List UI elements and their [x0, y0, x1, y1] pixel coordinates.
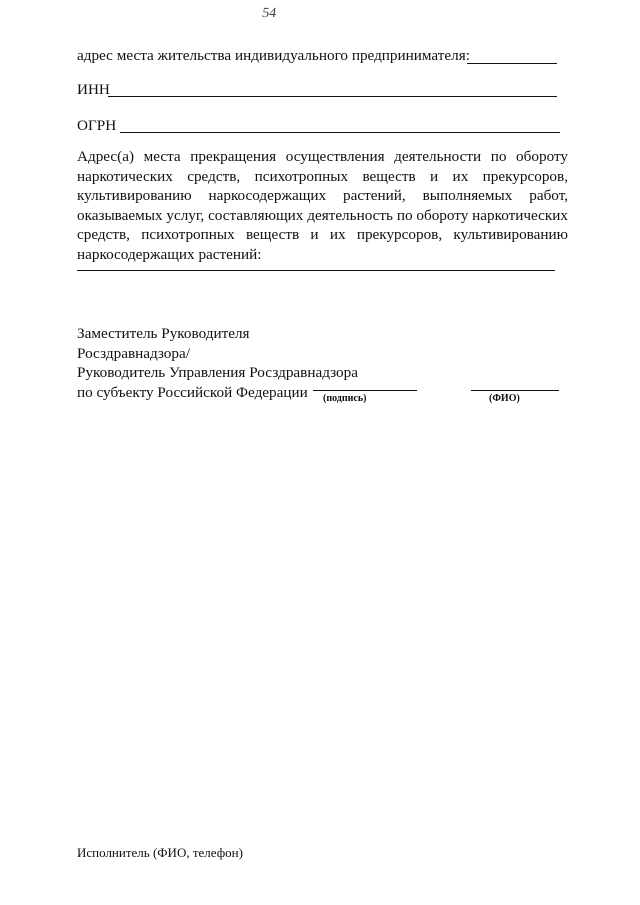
ogrn-blank-line: [120, 132, 560, 133]
page-number: 54: [261, 6, 278, 21]
signatory-line-4: по субъекту Российской Федерации: [77, 383, 308, 401]
termination-address-paragraph: Адрес(а) места прекращения осуществления деятельности по обороту наркотических средств, психотропных веществ и их прекурсоров, культивированию наркосодержащих растений, выполняемых работ, оказываемых услуг, составляющих деятельность по обороту наркотических средств, психотропных веществ и их прекурсоров, культивированию наркосодержащих растений:: [77, 148, 568, 263]
signature-caption: (подпись): [323, 393, 367, 404]
signature-blank-line: [313, 390, 417, 391]
address-label: адрес места жительства индивидуального предпринимателя:: [77, 47, 470, 64]
inn-blank-line: [108, 96, 557, 97]
ogrn-label: ОГРН: [77, 117, 117, 134]
fio-caption: (ФИО): [489, 393, 520, 404]
termination-address-blank-line: [77, 270, 555, 271]
signatory-line-1: Заместитель Руководителя: [77, 325, 250, 342]
fio-blank-line: [471, 390, 559, 391]
signatory-line-3: Руководитель Управления Росздравнадзора: [77, 364, 358, 382]
signatory-line-2: Росздравнадзора/: [77, 344, 190, 362]
executor-footer: Исполнитель (ФИО, телефон): [77, 845, 243, 860]
inn-label: ИНН: [77, 81, 110, 98]
address-blank-line: [467, 63, 557, 64]
